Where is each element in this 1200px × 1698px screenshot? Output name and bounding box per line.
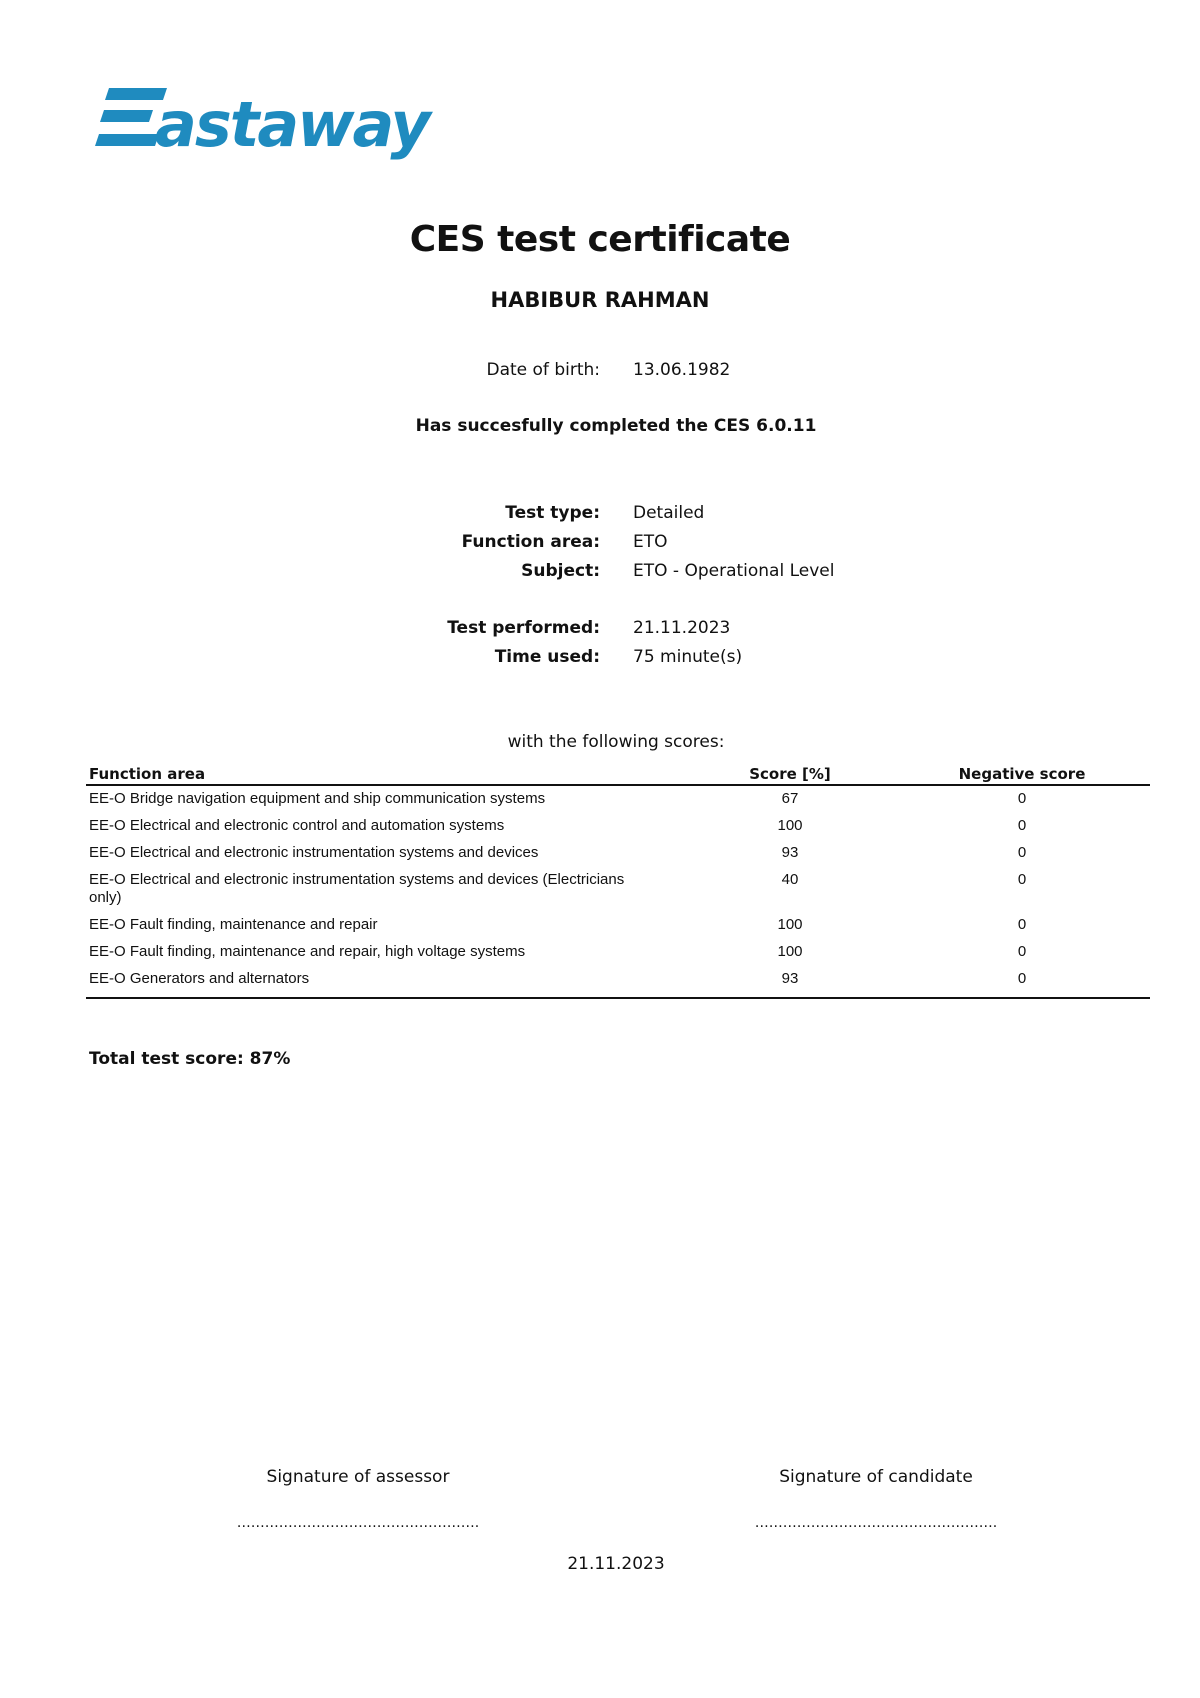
table-row: [86, 785, 1150, 813]
candidate-signature-label: Signature of candidate: [779, 1467, 973, 1487]
candidate-name: HABIBUR RAHMAN: [490, 288, 710, 312]
negative-score-cell: 0: [1017, 916, 1027, 933]
certificate-title: CES test certificate: [409, 219, 791, 260]
header-score: Score [%]: [686, 763, 894, 785]
scores-intro: with the following scores:: [507, 732, 725, 752]
table-row: [86, 939, 1150, 966]
table-row: [86, 813, 1150, 840]
function-area-cell: EE-O Fault finding, maintenance and repair, high voltage systems: [89, 943, 526, 960]
detail-label: Test type:: [505, 503, 600, 523]
negative-score-cell: 0: [1017, 871, 1027, 888]
table-row: [86, 867, 1150, 912]
detail-value: ETO: [633, 532, 668, 552]
negative-score-cell: 0: [894, 966, 1150, 998]
function-area-cell: EE-O Generators and alternators: [86, 966, 686, 998]
header-function-area: Function area: [86, 763, 686, 785]
detail-value: Detailed: [633, 503, 705, 523]
score-cell: 100: [777, 916, 803, 933]
table-row: [86, 912, 1150, 939]
detail-value: 75 minute(s): [633, 647, 743, 667]
total-test-score: Total test score: 87%: [89, 1049, 291, 1069]
function-area-cell: EE-O Bridge navigation equipment and ship communication systems: [89, 790, 546, 807]
dob-label: Date of birth:: [486, 360, 600, 380]
score-cell: 100: [777, 943, 803, 960]
table-row: [86, 840, 1150, 867]
signature-date: 21.11.2023: [567, 1554, 665, 1574]
detail-label: Time used:: [494, 647, 600, 667]
detail-label: Function area:: [461, 532, 600, 552]
logo-wordmark: astaway: [155, 88, 429, 161]
table-header-row: [86, 763, 1150, 785]
function-area-cell: EE-O Electrical and electronic control and automation systems: [89, 817, 505, 834]
dob-value: 13.06.1982: [633, 360, 731, 380]
detail-label: Test performed:: [447, 618, 600, 638]
score-cell: 67: [781, 790, 799, 807]
assessor-signature-label: Signature of assessor: [266, 1467, 450, 1487]
function-area-cell: EE-O Electrical and electronic instrumentation systems and devices: [89, 844, 539, 861]
header-negative-score: Negative score: [894, 763, 1150, 785]
scores-table: [86, 763, 1150, 999]
function-area-cell: EE-O Electrical and electronic instrumentation systems and devices (Electricians only): [89, 871, 625, 906]
score-cell: 93: [781, 844, 799, 861]
assessor-signature-line: …………………………………………….: [236, 1515, 480, 1531]
detail-label: Subject:: [521, 561, 600, 581]
score-cell: 40: [781, 871, 799, 888]
score-cell: 93: [686, 966, 894, 998]
negative-score-cell: 0: [1017, 790, 1027, 807]
negative-score-cell: 0: [1017, 817, 1027, 834]
candidate-signature-line: …………………………………………….: [754, 1515, 998, 1531]
negative-score-cell: 0: [1017, 844, 1027, 861]
negative-score-cell: 0: [1017, 943, 1027, 960]
detail-value: 21.11.2023: [633, 618, 731, 638]
score-cell: 100: [777, 817, 803, 834]
eastaway-logo: [95, 88, 435, 174]
function-area-cell: EE-O Fault finding, maintenance and repair: [89, 916, 378, 933]
table-row: [86, 966, 1150, 998]
completion-statement: Has succesfully completed the CES 6.0.11: [415, 416, 817, 436]
detail-value: ETO - Operational Level: [633, 561, 835, 581]
